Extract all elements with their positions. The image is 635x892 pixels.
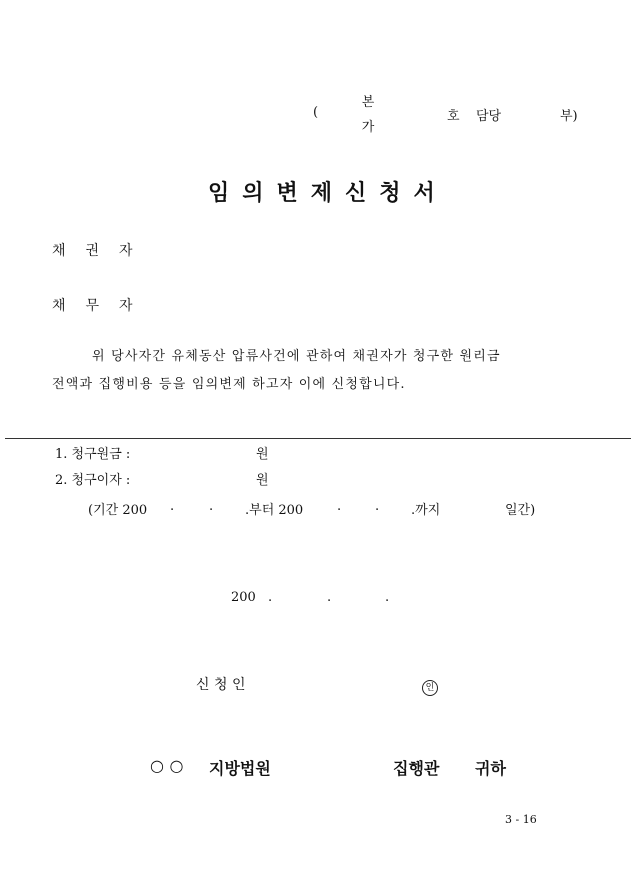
court-circles: ○ ○ [150, 756, 184, 775]
header-open-paren: ( [313, 105, 319, 120]
header-ho: 호 [447, 109, 460, 124]
officer-title: 집행관 [393, 759, 440, 778]
period-from: .부터 200 [245, 503, 304, 518]
principal-label: 1. 청구원금 : [55, 447, 131, 462]
page-number: 3 - 16 [505, 813, 537, 826]
debtor-label: 채무자 [52, 298, 153, 314]
date-dot-1: . [268, 590, 273, 605]
period-dot-4: . [375, 499, 380, 514]
period-open: (기간 200 [88, 503, 148, 518]
interest-label: 2. 청구이자 : [55, 473, 131, 488]
honorific: 귀하 [475, 759, 506, 778]
interest-unit: 원 [256, 473, 269, 488]
seal-icon [422, 675, 438, 696]
principal-unit: 원 [256, 447, 269, 462]
period-dot-2: . [209, 499, 214, 514]
header-bu: 부) [560, 109, 578, 124]
header-stack-top: 본 [361, 95, 375, 110]
seal-mark: 인 [422, 680, 438, 696]
period-until: .까지 [411, 503, 441, 518]
section-divider [5, 438, 631, 439]
creditor-label: 채권자 [52, 243, 153, 259]
paragraph-line-2: 전액과 집행비용 등을 임의변제 하고자 이에 신청합니다. [52, 377, 406, 392]
period-dot-1: . [170, 499, 175, 514]
date-dot-2: . [327, 590, 332, 605]
period-dot-3: . [337, 499, 342, 514]
date-year: 200 [231, 590, 256, 605]
date-dot-3: . [385, 590, 390, 605]
header-damdang: 담당 [476, 109, 502, 124]
period-days: 일간) [505, 503, 536, 518]
header-stack [358, 90, 378, 140]
header-stack-bottom: 가 [361, 120, 375, 135]
court-name: 지방법원 [209, 759, 271, 778]
document-title: 임의변제신청서 [208, 180, 448, 206]
applicant-label: 신 청 인 [196, 677, 246, 693]
paragraph-line-1: 위 당사자간 유체동산 압류사건에 관하여 채권자가 청구한 원리금 [92, 349, 501, 364]
